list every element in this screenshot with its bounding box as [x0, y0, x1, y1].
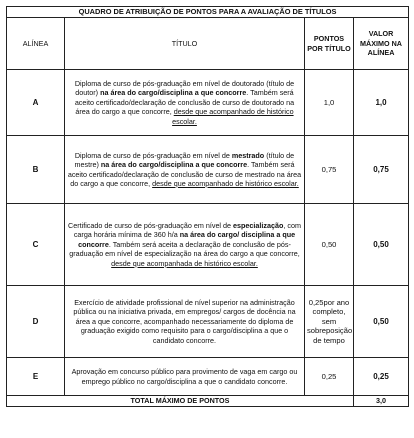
row-max-value: 1,0	[354, 70, 409, 136]
row-letter: D	[7, 286, 65, 358]
desc-text: , com carga horária mínima de 360 h/a	[73, 220, 301, 240]
row-description	[65, 136, 305, 204]
table-title-row	[7, 7, 409, 18]
row-letter: A	[7, 70, 65, 136]
desc-bold-text: mestrado	[231, 150, 265, 160]
desc-text: Aprovação em concurso público para provimento de vaga em cargo ou emprego público no cargo/disciplina a que o candidato concorre.	[71, 367, 298, 386]
desc-bold-text: na área do cargo/ disciplina a que concorre	[78, 230, 296, 249]
row-description	[65, 358, 305, 396]
desc-text: . Também será aceito certificado/declaração de conclusão de curso de doutorado na área do cargo a que concorre,	[74, 88, 295, 117]
table-row	[7, 136, 409, 204]
desc-bold-text: especialização	[233, 220, 284, 230]
total-row	[7, 396, 409, 407]
row-points: 0,25por ano completo, sem sobreposição de tempo	[305, 286, 354, 358]
row-max-value: 0,50	[354, 286, 409, 358]
row-description	[65, 204, 305, 286]
header-valor-maximo: VALOR MÁXIMO NA ALÍNEA	[354, 18, 409, 70]
table-row	[7, 70, 409, 136]
table-row	[7, 204, 409, 286]
row-description	[65, 70, 305, 136]
header-pontos: PONTOS POR TÍTULO	[305, 18, 354, 70]
header-titulo: TÍTULO	[65, 18, 305, 70]
desc-text: . Também será aceita a declaração de conclusão de pós-graduação em nível de especialização na área do cargo a que concorre,	[69, 239, 300, 259]
desc-underlined-text: desde que acompanhado de histórico escolar.	[152, 178, 299, 188]
desc-text: (título de mestre)	[74, 150, 295, 170]
row-points: 0,25	[305, 358, 354, 396]
points-table	[6, 6, 409, 407]
desc-text: Diploma de curso de pós-graduação em nível de doutorado (título de doutor)	[74, 78, 295, 98]
desc-text: Diploma de curso de pós-graduação em nível de	[74, 150, 232, 160]
row-letter: E	[7, 358, 65, 396]
row-points: 1,0	[305, 70, 354, 136]
desc-text: Exercício de atividade profissional de nível superior na administração pública ou na iniciativa privada, em empregos/ cargos de docência na área a que concorre, acompanhado necessariamente do diploma de graduação exigido como requisito para o cargo/disciplina a que o candidato concorre.	[73, 297, 296, 345]
header-alinea: ALÍNEA	[7, 18, 65, 70]
table-row	[7, 286, 409, 358]
row-description	[65, 286, 305, 358]
desc-underlined-text: desde que acompanhado de histórico escolar.	[172, 107, 294, 126]
total-value: 3,0	[354, 396, 409, 407]
row-points: 0,75	[305, 136, 354, 204]
row-max-value: 0,25	[354, 358, 409, 396]
desc-text: Certificado de curso de pós-graduação em nível de	[68, 220, 234, 230]
row-letter: C	[7, 204, 65, 286]
row-letter: B	[7, 136, 65, 204]
header-row	[7, 18, 409, 70]
desc-bold-text: na área do cargo/disciplina a que concorre	[100, 160, 248, 170]
total-label: TOTAL MÁXIMO DE PONTOS	[7, 396, 354, 407]
table-row	[7, 358, 409, 396]
row-max-value: 0,50	[354, 204, 409, 286]
desc-underlined-text: desde que acompanhada de histórico escolar.	[111, 258, 258, 268]
table-title: QUADRO DE ATRIBUIÇÃO DE PONTOS PARA A AVALIAÇÃO DE TÍTULOS	[7, 7, 409, 18]
desc-text: . Também será aceito certificado/declaração de conclusão de curso de mestrado na área do cargo a que concorre,	[67, 160, 302, 188]
row-max-value: 0,75	[354, 136, 409, 204]
points-table-container	[6, 6, 408, 407]
desc-bold-text: na área do cargo/disciplina a que concorre	[100, 88, 247, 98]
row-points: 0,50	[305, 204, 354, 286]
